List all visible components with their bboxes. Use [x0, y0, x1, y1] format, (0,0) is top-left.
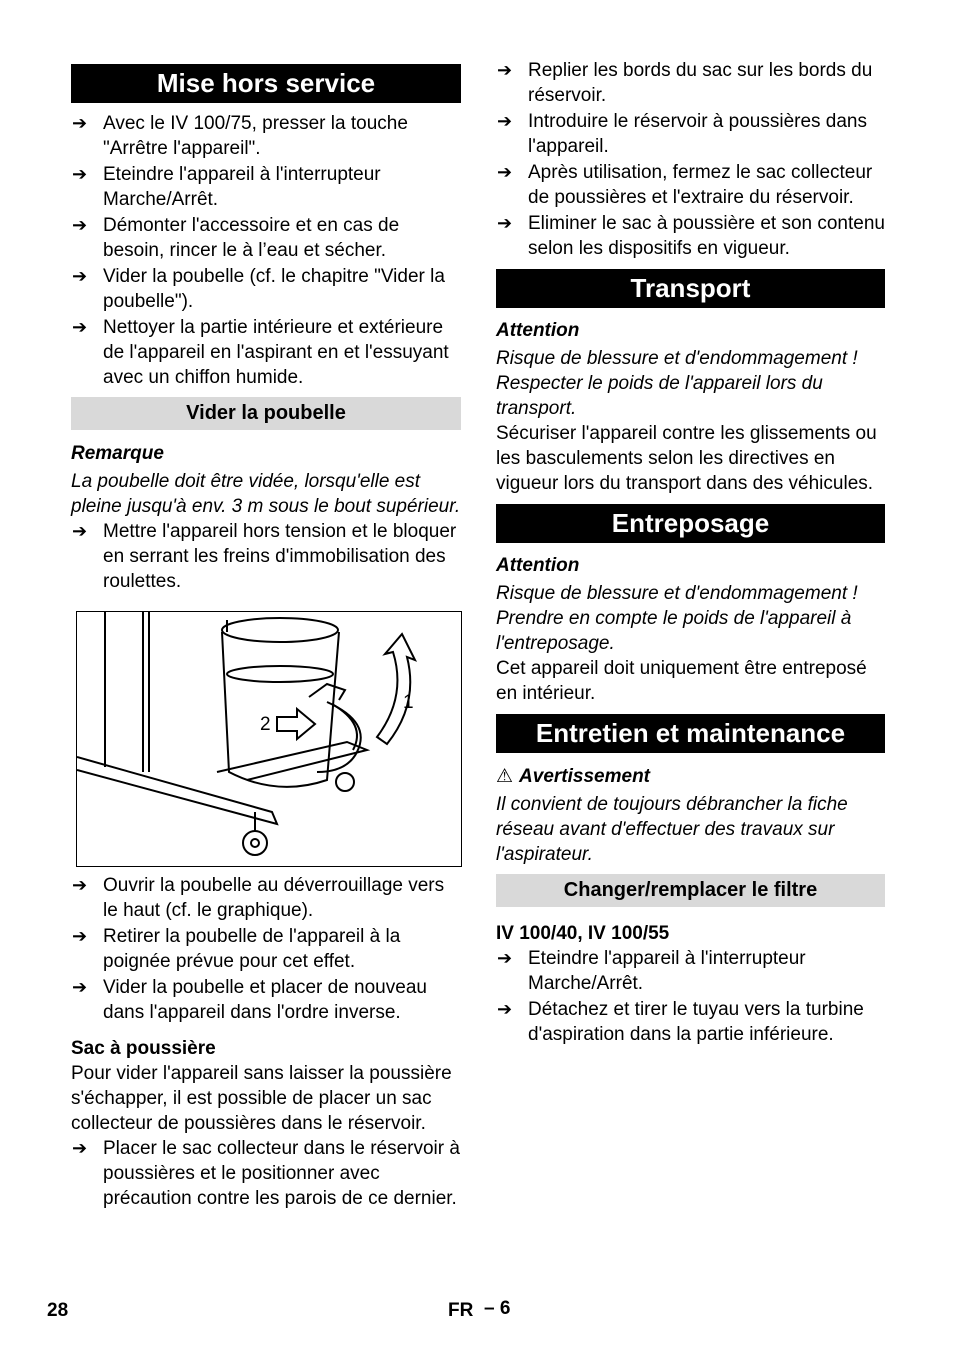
remarque-text: La poubelle doit être vidée, lorsqu'elle est pleine jusqu'à env. 3 m sous le bout supérieur.: [71, 471, 461, 517]
arrow-right-icon: ➔: [497, 213, 513, 233]
list-item: ➔ Replier les bords du sac sur les bords du réservoir.: [497, 60, 873, 106]
arrow-right-icon: ➔: [497, 162, 513, 182]
list-item: ➔ Mettre l'appareil hors tension et le bloquer en serrant les freins d'immobilisation des roulettes.: [72, 521, 457, 592]
filtre-list: [496, 946, 885, 1047]
arrow-right-icon: ➔: [72, 215, 88, 235]
list-item: ➔ Vider la poubelle (cf. le chapitre "Vider la poubelle").: [72, 266, 445, 312]
arrow-right-icon: ➔: [497, 948, 513, 968]
section-title-mise-hors-service: Mise hors service: [71, 64, 461, 103]
model-label: IV 100/40, IV 100/55: [496, 923, 670, 944]
arrow-right-icon: ➔: [72, 1138, 88, 1158]
left-column: [71, 58, 461, 1212]
transport-warning-text: Risque de blessure et d'endommagement ! Respecter le poids de l'appareil lors du transport.: [496, 348, 858, 419]
language-code: FR: [448, 1300, 474, 1321]
arrow-right-icon: ➔: [72, 521, 88, 541]
arrow-right-icon: ➔: [72, 317, 88, 337]
transport-text: Sécuriser l'appareil contre les glissements ou les basculements selon les directives en vigueur lors du transport dans des véhicules.: [496, 423, 877, 494]
avertissement-text: Il convient de toujours débrancher la fiche réseau avant d'effectuer des travaux sur l'aspirateur.: [496, 794, 848, 865]
section-title-entreposage: Entreposage: [496, 504, 885, 543]
sac-label: Sac à poussière: [71, 1038, 216, 1059]
arrow-right-icon: ➔: [72, 266, 88, 286]
entreposage-attention-label: Attention: [496, 555, 580, 576]
entreposage-text: Cet appareil doit uniquement être entreposé en intérieur.: [496, 658, 867, 704]
section-title-entretien: Entretien et maintenance: [496, 714, 885, 753]
figure-label-2: 2: [260, 714, 271, 735]
arrow-right-icon: ➔: [72, 875, 88, 895]
list-item: ➔ Après utilisation, fermez le sac collecteur de poussières et l'extraire du réservoir.: [497, 162, 873, 208]
list-item: ➔ Vider la poubelle et placer de nouveau dans l'appareil dans l'ordre inverse.: [72, 977, 427, 1023]
section-title-transport: Transport: [496, 269, 885, 308]
arrow-right-icon: ➔: [72, 113, 88, 133]
figure-vacuum-bin: [76, 611, 462, 867]
avertissement-label: ⚠ Avertissement: [496, 766, 650, 787]
warning-triangle-icon: ⚠: [496, 766, 514, 787]
list-item: ➔ Ouvrir la poubelle au déverrouillage vers le haut (cf. le graphique).: [72, 875, 445, 921]
list-item: ➔ Démonter l'accessoire et en cas de besoin, rincer le à l’eau et sécher.: [72, 215, 400, 261]
arrow-right-icon: ➔: [497, 111, 513, 131]
section-title-changer-filtre: Changer/remplacer le filtre: [496, 874, 885, 907]
list-item: ➔ Introduire le réservoir à poussières dans l'appareil.: [497, 111, 868, 157]
arrow-right-icon: ➔: [72, 164, 88, 184]
arrow-right-icon: ➔: [72, 977, 88, 997]
entreposage-warning-text: Risque de blessure et d'endommagement ! Prendre en compte le poids de l'appareil à l'entreposage.: [496, 583, 858, 654]
sac-list-continued: [496, 58, 885, 261]
mise-hors-service-list: [71, 111, 461, 390]
vider-list-1: [71, 519, 461, 594]
transport-attention-label: Attention: [496, 320, 580, 341]
list-item: ➔ Détachez et tirer le tuyau vers la turbine d'aspiration dans la partie inférieure.: [497, 999, 864, 1045]
vacuum-illustration: [77, 612, 461, 866]
section-page-number: – 6: [484, 1298, 511, 1319]
sac-list: [71, 1136, 461, 1211]
list-item: ➔ Nettoyer la partie intérieure et extérieure de l'appareil en l'aspirant en et l'essuyant avec un chiffon humide.: [72, 317, 449, 388]
page-number: 28: [47, 1300, 69, 1321]
arrow-right-icon: ➔: [72, 926, 88, 946]
figure-label-1: 1: [403, 692, 414, 713]
list-item: ➔ Eteindre l'appareil à l'interrupteur Marche/Arrêt.: [497, 948, 806, 994]
list-item: ➔ Placer le sac collecteur dans le réservoir à poussières et le positionner avec précaution contre les parois de ce dernier.: [72, 1138, 460, 1209]
list-item: ➔ Retirer la poubelle de l'appareil à la poignée prévue pour cet effet.: [72, 926, 401, 972]
vider-list-2: [71, 873, 461, 1025]
sac-text: Pour vider l'appareil sans laisser la poussière s'échapper, il est possible de placer un sac collecteur de poussières dans le réservoir.: [71, 1063, 452, 1134]
arrow-right-icon: ➔: [497, 999, 513, 1019]
list-item: ➔ Eliminer le sac à poussière et son contenu selon les dispositifs en vigueur.: [497, 213, 885, 259]
right-column: [496, 58, 885, 1048]
list-item: ➔ Avec le IV 100/75, presser la touche "Arrêtre l'appareil".: [72, 113, 408, 159]
section-title-vider-la-poubelle: Vider la poubelle: [71, 397, 461, 430]
list-item: ➔ Eteindre l'appareil à l'interrupteur Marche/Arrêt.: [72, 164, 381, 210]
arrow-right-icon: ➔: [497, 60, 513, 80]
remarque-label: Remarque: [71, 443, 164, 464]
